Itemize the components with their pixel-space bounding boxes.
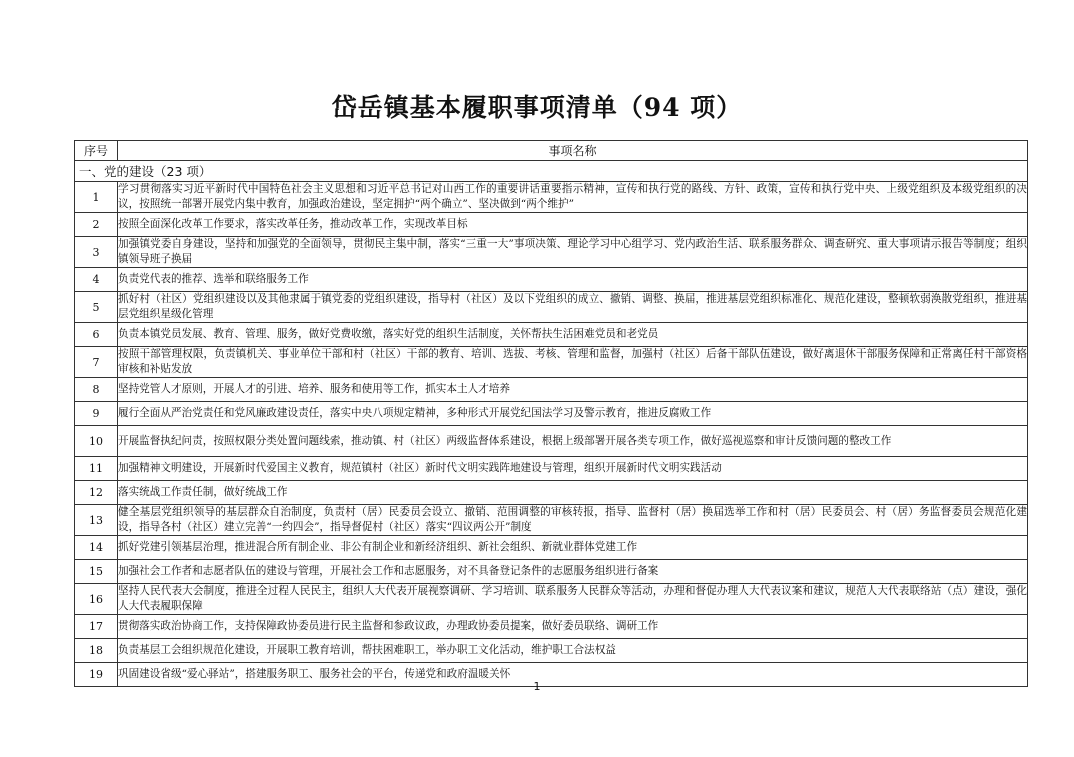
- duty-list-table: [74, 140, 1028, 687]
- row-item-text: 加强镇党委自身建设，坚持和加强党的全面领导，贯彻民主集中制，落实“三重一大”事项决策、理论学习中心组学习、党内政治生活、联系服务群众、调查研究、重大事项请示报告等制度；组织镇领导班子换届: [118, 237, 1028, 268]
- row-index: 2: [75, 213, 118, 237]
- row-index: 12: [75, 481, 118, 505]
- row-item-text: 履行全面从严治党责任和党风廉政建设责任，落实中央八项规定精神，多种形式开展党纪国法学习及警示教育，推进反腐败工作: [118, 402, 1028, 426]
- table-row: [75, 402, 1028, 426]
- row-item-text: 贯彻落实政治协商工作，支持保障政协委员进行民主监督和参政议政，办理政协委员提案，做好委员联络、调研工作: [118, 615, 1028, 639]
- table-row: [75, 615, 1028, 639]
- table-row: [75, 536, 1028, 560]
- table-row: [75, 481, 1028, 505]
- row-index: 4: [75, 268, 118, 292]
- row-item-text: 开展监督执纪问责，按照权限分类处置问题线索，推动镇、村（社区）两级监督体系建设，根据上级部署开展各类专项工作，做好巡视巡察和审计反馈问题的整改工作: [118, 426, 1028, 457]
- row-item-text: 加强社会工作者和志愿者队伍的建设与管理，开展社会工作和志愿服务，对不具备登记条件的志愿服务组织进行备案: [118, 560, 1028, 584]
- table-row: [75, 457, 1028, 481]
- row-index: 18: [75, 639, 118, 663]
- row-index: 9: [75, 402, 118, 426]
- table-row: [75, 292, 1028, 323]
- row-item-text: 负责党代表的推荐、选举和联络服务工作: [118, 268, 1028, 292]
- row-item-text: 健全基层党组织领导的基层群众自治制度，负责村（居）民委员会设立、撤销、范围调整的审核转报，指导、监督村（居）换届选举工作和村（居）民委员会、村（居）务监督委员会规范化建设，指导各村（社区）建立完善“一约四会”，指导督促村（社区）落实“四议两公开”制度: [118, 505, 1028, 536]
- row-item-text: 巩固建设省级“爱心驿站”，搭建服务职工、服务社会的平台，传递党和政府温暖关怀: [118, 663, 1028, 687]
- table-body: [75, 161, 1028, 687]
- row-item-text: 坚持党管人才原则，开展人才的引进、培养、服务和使用等工作，抓实本土人才培养: [118, 378, 1028, 402]
- table-row: [75, 237, 1028, 268]
- table-row: [75, 426, 1028, 457]
- table-row: [75, 213, 1028, 237]
- table-header-row: [75, 141, 1028, 161]
- table-row: [75, 182, 1028, 213]
- row-index: 16: [75, 584, 118, 615]
- table-row: [75, 323, 1028, 347]
- section-title: 一、党的建设（23 项）: [75, 161, 1028, 182]
- table-row: [75, 639, 1028, 663]
- table-row: [75, 505, 1028, 536]
- row-item-text: 加强精神文明建设，开展新时代爱国主义教育，规范镇村（社区）新时代文明实践阵地建设与管理，组织开展新时代文明实践活动: [118, 457, 1028, 481]
- row-item-text: 负责基层工会组织规范化建设，开展职工教育培训，帮扶困难职工，举办职工文化活动，维护职工合法权益: [118, 639, 1028, 663]
- row-item-text: 抓好村（社区）党组织建设以及其他隶属于镇党委的党组织建设，指导村（社区）及以下党组织的成立、撤销、调整、换届，推进基层党组织标准化、规范化建设，整顿软弱涣散党组织，推进基层党组织星级化管理: [118, 292, 1028, 323]
- table-row: [75, 378, 1028, 402]
- row-item-text: 按照干部管理权限，负责镇机关、事业单位干部和村（社区）干部的教育、培训、选拔、考核、管理和监督，加强村（社区）后备干部队伍建设，做好离退休干部服务保障和正常离任村干部资格审核和补贴发放: [118, 347, 1028, 378]
- header-index: 序号: [75, 141, 118, 161]
- row-index: 1: [75, 182, 118, 213]
- row-item-text: 学习贯彻落实习近平新时代中国特色社会主义思想和习近平总书记对山西工作的重要讲话重要指示精神，宣传和执行党的路线、方针、政策，宣传和执行党中央、上级党组织及本级党组织的决议，按照统一部署开展党内集中教育，加强政治建设，坚定拥护“两个确立”、坚决做到“两个维护”: [118, 182, 1028, 213]
- row-item-text: 按照全面深化改革工作要求，落实改革任务，推动改革工作，实现改革目标: [118, 213, 1028, 237]
- row-item-text: 负责本镇党员发展、教育、管理、服务，做好党费收缴，落实好党的组织生活制度，关怀帮扶生活困难党员和老党员: [118, 323, 1028, 347]
- row-index: 14: [75, 536, 118, 560]
- row-index: 7: [75, 347, 118, 378]
- section-row: [75, 161, 1028, 182]
- table-row: [75, 268, 1028, 292]
- row-index: 8: [75, 378, 118, 402]
- row-index: 17: [75, 615, 118, 639]
- page-title: 岱岳镇基本履职事项清单（94 项）: [331, 93, 743, 122]
- table-row: [75, 347, 1028, 378]
- row-item-text: 落实统战工作责任制，做好统战工作: [118, 481, 1028, 505]
- row-index: 10: [75, 426, 118, 457]
- table-row: [75, 584, 1028, 615]
- row-index: 15: [75, 560, 118, 584]
- row-index: 19: [75, 663, 118, 687]
- row-item-text: 坚持人民代表大会制度，推进全过程人民民主，组织人大代表开展视察调研、学习培训、联系服务人民群众等活动，办理和督促办理人大代表议案和建议，规范人大代表联络站（点）建设，强化人大代表履职保障: [118, 584, 1028, 615]
- table-row: [75, 560, 1028, 584]
- row-item-text: 抓好党建引领基层治理，推进混合所有制企业、非公有制企业和新经济组织、新社会组织、新就业群体党建工作: [118, 536, 1028, 560]
- row-index: 3: [75, 237, 118, 268]
- header-item-name: 事项名称: [118, 141, 1028, 161]
- row-index: 5: [75, 292, 118, 323]
- row-index: 6: [75, 323, 118, 347]
- row-index: 13: [75, 505, 118, 536]
- row-index: 11: [75, 457, 118, 481]
- page-number: 1: [533, 680, 541, 693]
